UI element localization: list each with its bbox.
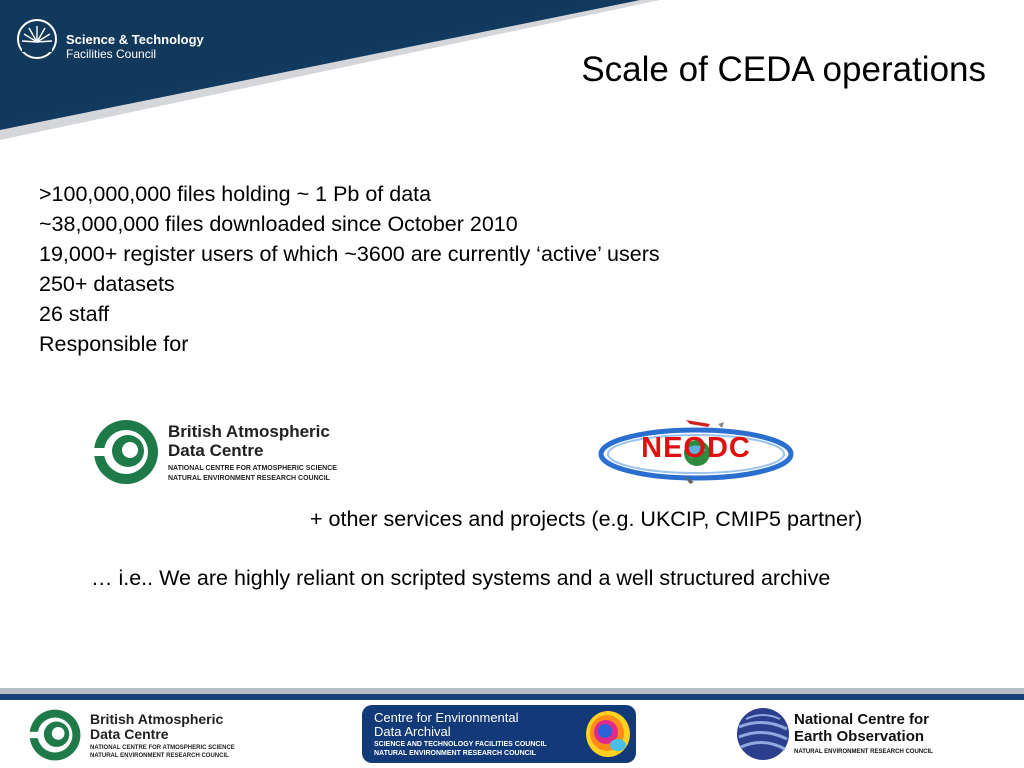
badc-name-line2: Data Centre xyxy=(168,441,264,460)
nceo-globe-icon xyxy=(736,707,790,761)
other-services-text: + other services and projects (e.g. UKCIP, CMIP5 partner) xyxy=(310,507,863,531)
reliance-text: … i.e.. We are highly reliant on scripted systems and a well structured archive xyxy=(91,566,831,590)
ceda-sub-line1: SCIENCE AND TECHNOLOGY FACILITIES COUNCIL xyxy=(374,741,547,748)
badc-sub-line1: NATIONAL CENTRE FOR ATMOSPHERIC SCIENCE xyxy=(168,465,337,472)
stat-users: 19,000+ register users of which ~3600 are currently ‘active’ users xyxy=(39,242,660,266)
nceo-name-line1: National Centre for xyxy=(794,711,930,728)
ceda-name-line2: Data Archival xyxy=(374,724,451,739)
badc-name-line1: British Atmospheric xyxy=(168,422,330,441)
stfc-sunburst-icon xyxy=(16,18,58,60)
ceda-name-line1: Centre for Environmental xyxy=(374,710,519,725)
badc-logo xyxy=(92,418,392,488)
neodc-wordmark: NEODC xyxy=(641,432,751,464)
badc-sub-line2: NATURAL ENVIRONMENT RESEARCH COUNCIL xyxy=(168,475,330,482)
neodc-logo xyxy=(598,412,798,492)
slide-title: Scale of CEDA operations xyxy=(581,50,986,89)
stfc-name-line1: Science & Technology xyxy=(66,32,204,47)
footer-badc-swirl-icon xyxy=(28,708,82,762)
stat-staff: 26 staff xyxy=(39,302,110,326)
stat-datasets: 250+ datasets xyxy=(39,272,175,296)
stats-list xyxy=(39,179,660,359)
stat-responsible: Responsible for xyxy=(39,332,189,356)
footer-badc-name-line1: British Atmospheric xyxy=(90,711,224,727)
nceo-sub-line: NATURAL ENVIRONMENT RESEARCH COUNCIL xyxy=(794,749,933,755)
footer-nceo-logo xyxy=(736,704,976,764)
footer-badc-logo xyxy=(28,708,268,764)
ceda-sub-line2: NATURAL ENVIRONMENT RESEARCH COUNCIL xyxy=(374,750,536,757)
stat-downloads: ~38,000,000 files downloaded since October 2010 xyxy=(39,212,518,236)
ceda-globe-icon xyxy=(584,709,632,759)
footer-divider-navy xyxy=(0,694,1024,700)
stat-files: >100,000,000 files holding ~ 1 Pb of data xyxy=(39,182,432,206)
stfc-logo xyxy=(16,18,216,62)
stfc-name-line2: Facilities Council xyxy=(66,47,157,61)
nceo-name-line2: Earth Observation xyxy=(794,728,925,745)
footer-badc-sub-line1: NATIONAL CENTRE FOR ATMOSPHERIC SCIENCE xyxy=(90,745,235,751)
footer-ceda-logo xyxy=(362,705,636,763)
footer-badc-name-line2: Data Centre xyxy=(90,726,169,742)
footer-badc-sub-line2: NATURAL ENVIRONMENT RESEARCH COUNCIL xyxy=(90,753,229,759)
badc-swirl-icon xyxy=(92,418,160,486)
